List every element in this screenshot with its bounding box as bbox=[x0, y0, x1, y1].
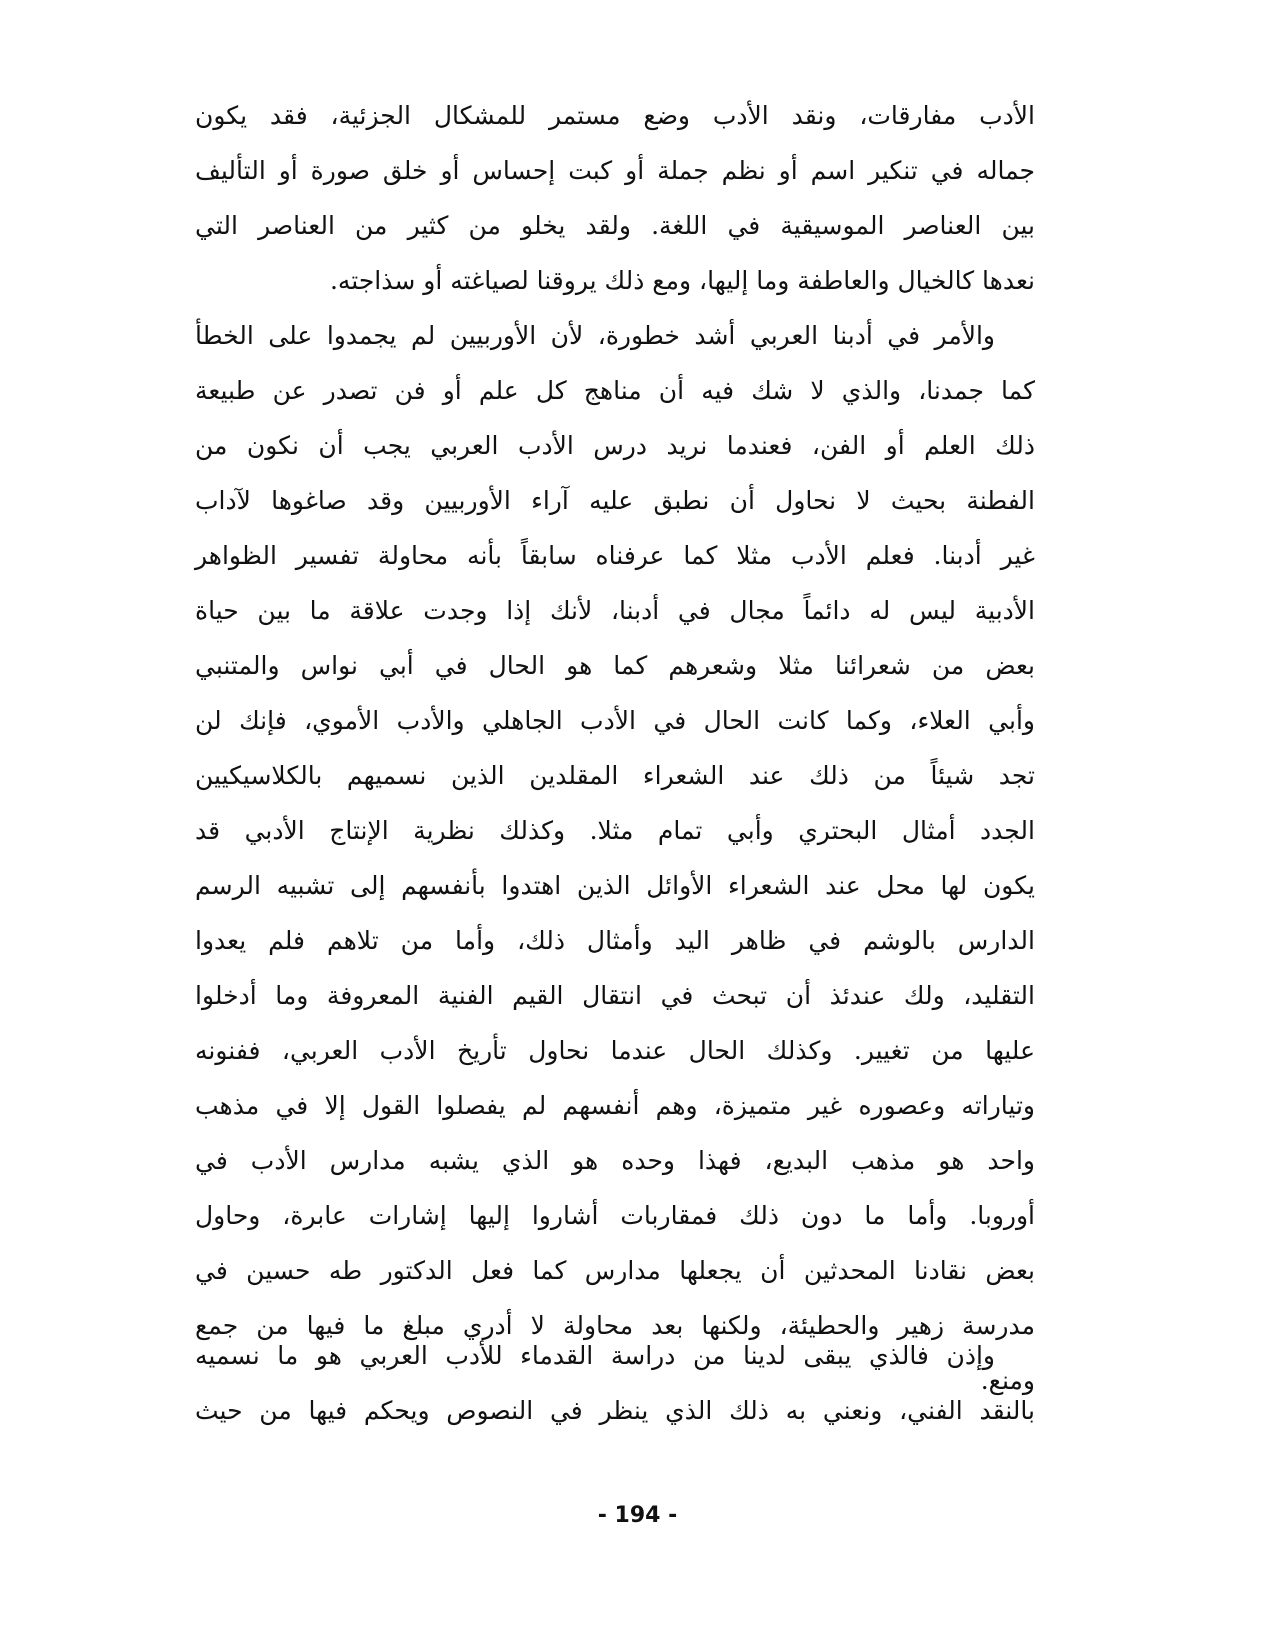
text-line: كما جمدنا، والذي لا شك فيه أن مناهج كل علم أو فن تصدر عن طبيعة bbox=[195, 376, 1035, 405]
text-line: ومنع. bbox=[980, 1366, 1035, 1395]
text-line: الفطنة بحيث لا نحاول أن نطبق عليه آراء الأوربيين وقد صاغوها لآداب bbox=[195, 486, 1035, 515]
text-line: أوروبا. وأما ما دون ذلك فمقاربات أشاروا إليها إشارات عابرة، وحاول bbox=[195, 1201, 1035, 1230]
text-line: مدرسة زهير والحطيئة، ولكنها بعد محاولة لا أدري مبلغ ما فيها من جمع bbox=[195, 1311, 1035, 1340]
text-line: الأدب مفارقات، ونقد الأدب وضع مستمر للمشكال الجزئية، فقد يكون bbox=[195, 101, 1035, 130]
text-line: نعدها كالخيال والعاطفة وما إليها، ومع ذلك يروقنا لصياغته أو سذاجته. bbox=[329, 266, 1035, 295]
text-line: عليها من تغيير. وكذلك الحال عندما نحاول تأريخ الأدب العربي، ففنونه bbox=[195, 1036, 1035, 1065]
text-line: بين العناصر الموسيقية في اللغة. ولقد يخلو من كثير من العناصر التي bbox=[195, 211, 1035, 240]
text-line: الجدد أمثال البحتري وأبي تمام مثلا. وكذلك نظرية الإنتاج الأدبي قد bbox=[195, 816, 1035, 845]
text-line: التقليد، ولك عندئذ أن تبحث في انتقال القيم الفنية المعروفة وما أدخلوا bbox=[195, 981, 1035, 1010]
text-line: وأبي العلاء، وكما كانت الحال في الأدب الجاهلي والأدب الأموي، فإنك لن bbox=[195, 706, 1035, 735]
page-number: - 194 - bbox=[597, 1503, 678, 1528]
text-line: تجد شيئاً من ذلك عند الشعراء المقلدين الذين نسميهم بالكلاسيكيين bbox=[195, 761, 1035, 790]
text-line: بعض نقادنا المحدثين أن يجعلها مدارس كما فعل الدكتور طه حسين في bbox=[195, 1256, 1035, 1285]
paragraph-1 bbox=[195, 88, 1035, 308]
text-line: الدارس بالوشم في ظاهر اليد وأمثال ذلك، وأما من تلاهم فلم يعدوا bbox=[195, 926, 1035, 955]
text-line: والأمر في أدبنا العربي أشد خطورة، لأن الأوربيين لم يجمدوا على الخطأ bbox=[195, 321, 995, 350]
text-line: بعض من شعرائنا مثلا وشعرهم كما هو الحال في أبي نواس والمتنبي bbox=[195, 651, 1035, 680]
text-line: وإذن فالذي يبقى لدينا من دراسة القدماء للأدب العربي هو ما نسميه bbox=[195, 1341, 995, 1370]
text-line: الأدبية ليس له دائماً مجال في أدبنا، لأنك إذا وجدت علاقة ما بين حياة bbox=[195, 596, 1035, 625]
text-line: وتياراته وعصوره غير متميزة، وهم أنفسهم لم يفصلوا القول إلا في مذهب bbox=[195, 1091, 1035, 1120]
paragraph-2 bbox=[195, 308, 1035, 1408]
text-line: غير أدبنا. فعلم الأدب مثلا كما عرفناه سابقاً بأنه محاولة تفسير الظواهر bbox=[195, 541, 1035, 570]
text-line: واحد هو مذهب البديع، فهذا وحده هو الذي يشبه مدارس الأدب في bbox=[195, 1146, 1035, 1175]
text-line: بالنقد الفني، ونعني به ذلك الذي ينظر في النصوص ويحكم فيها من حيث bbox=[195, 1396, 1035, 1425]
text-line: يكون لها محل عند الشعراء الأوائل الذين اهتدوا بأنفسهم إلى تشبيه الرسم bbox=[195, 871, 1035, 900]
paragraph-3 bbox=[195, 1328, 1035, 1438]
text-line: جماله في تنكير اسم أو نظم جملة أو كبت إحساس أو خلق صورة أو التأليف bbox=[195, 156, 1035, 185]
text-line: ذلك العلم أو الفن، فعندما نريد درس الأدب العربي يجب أن نكون من bbox=[195, 431, 1035, 460]
